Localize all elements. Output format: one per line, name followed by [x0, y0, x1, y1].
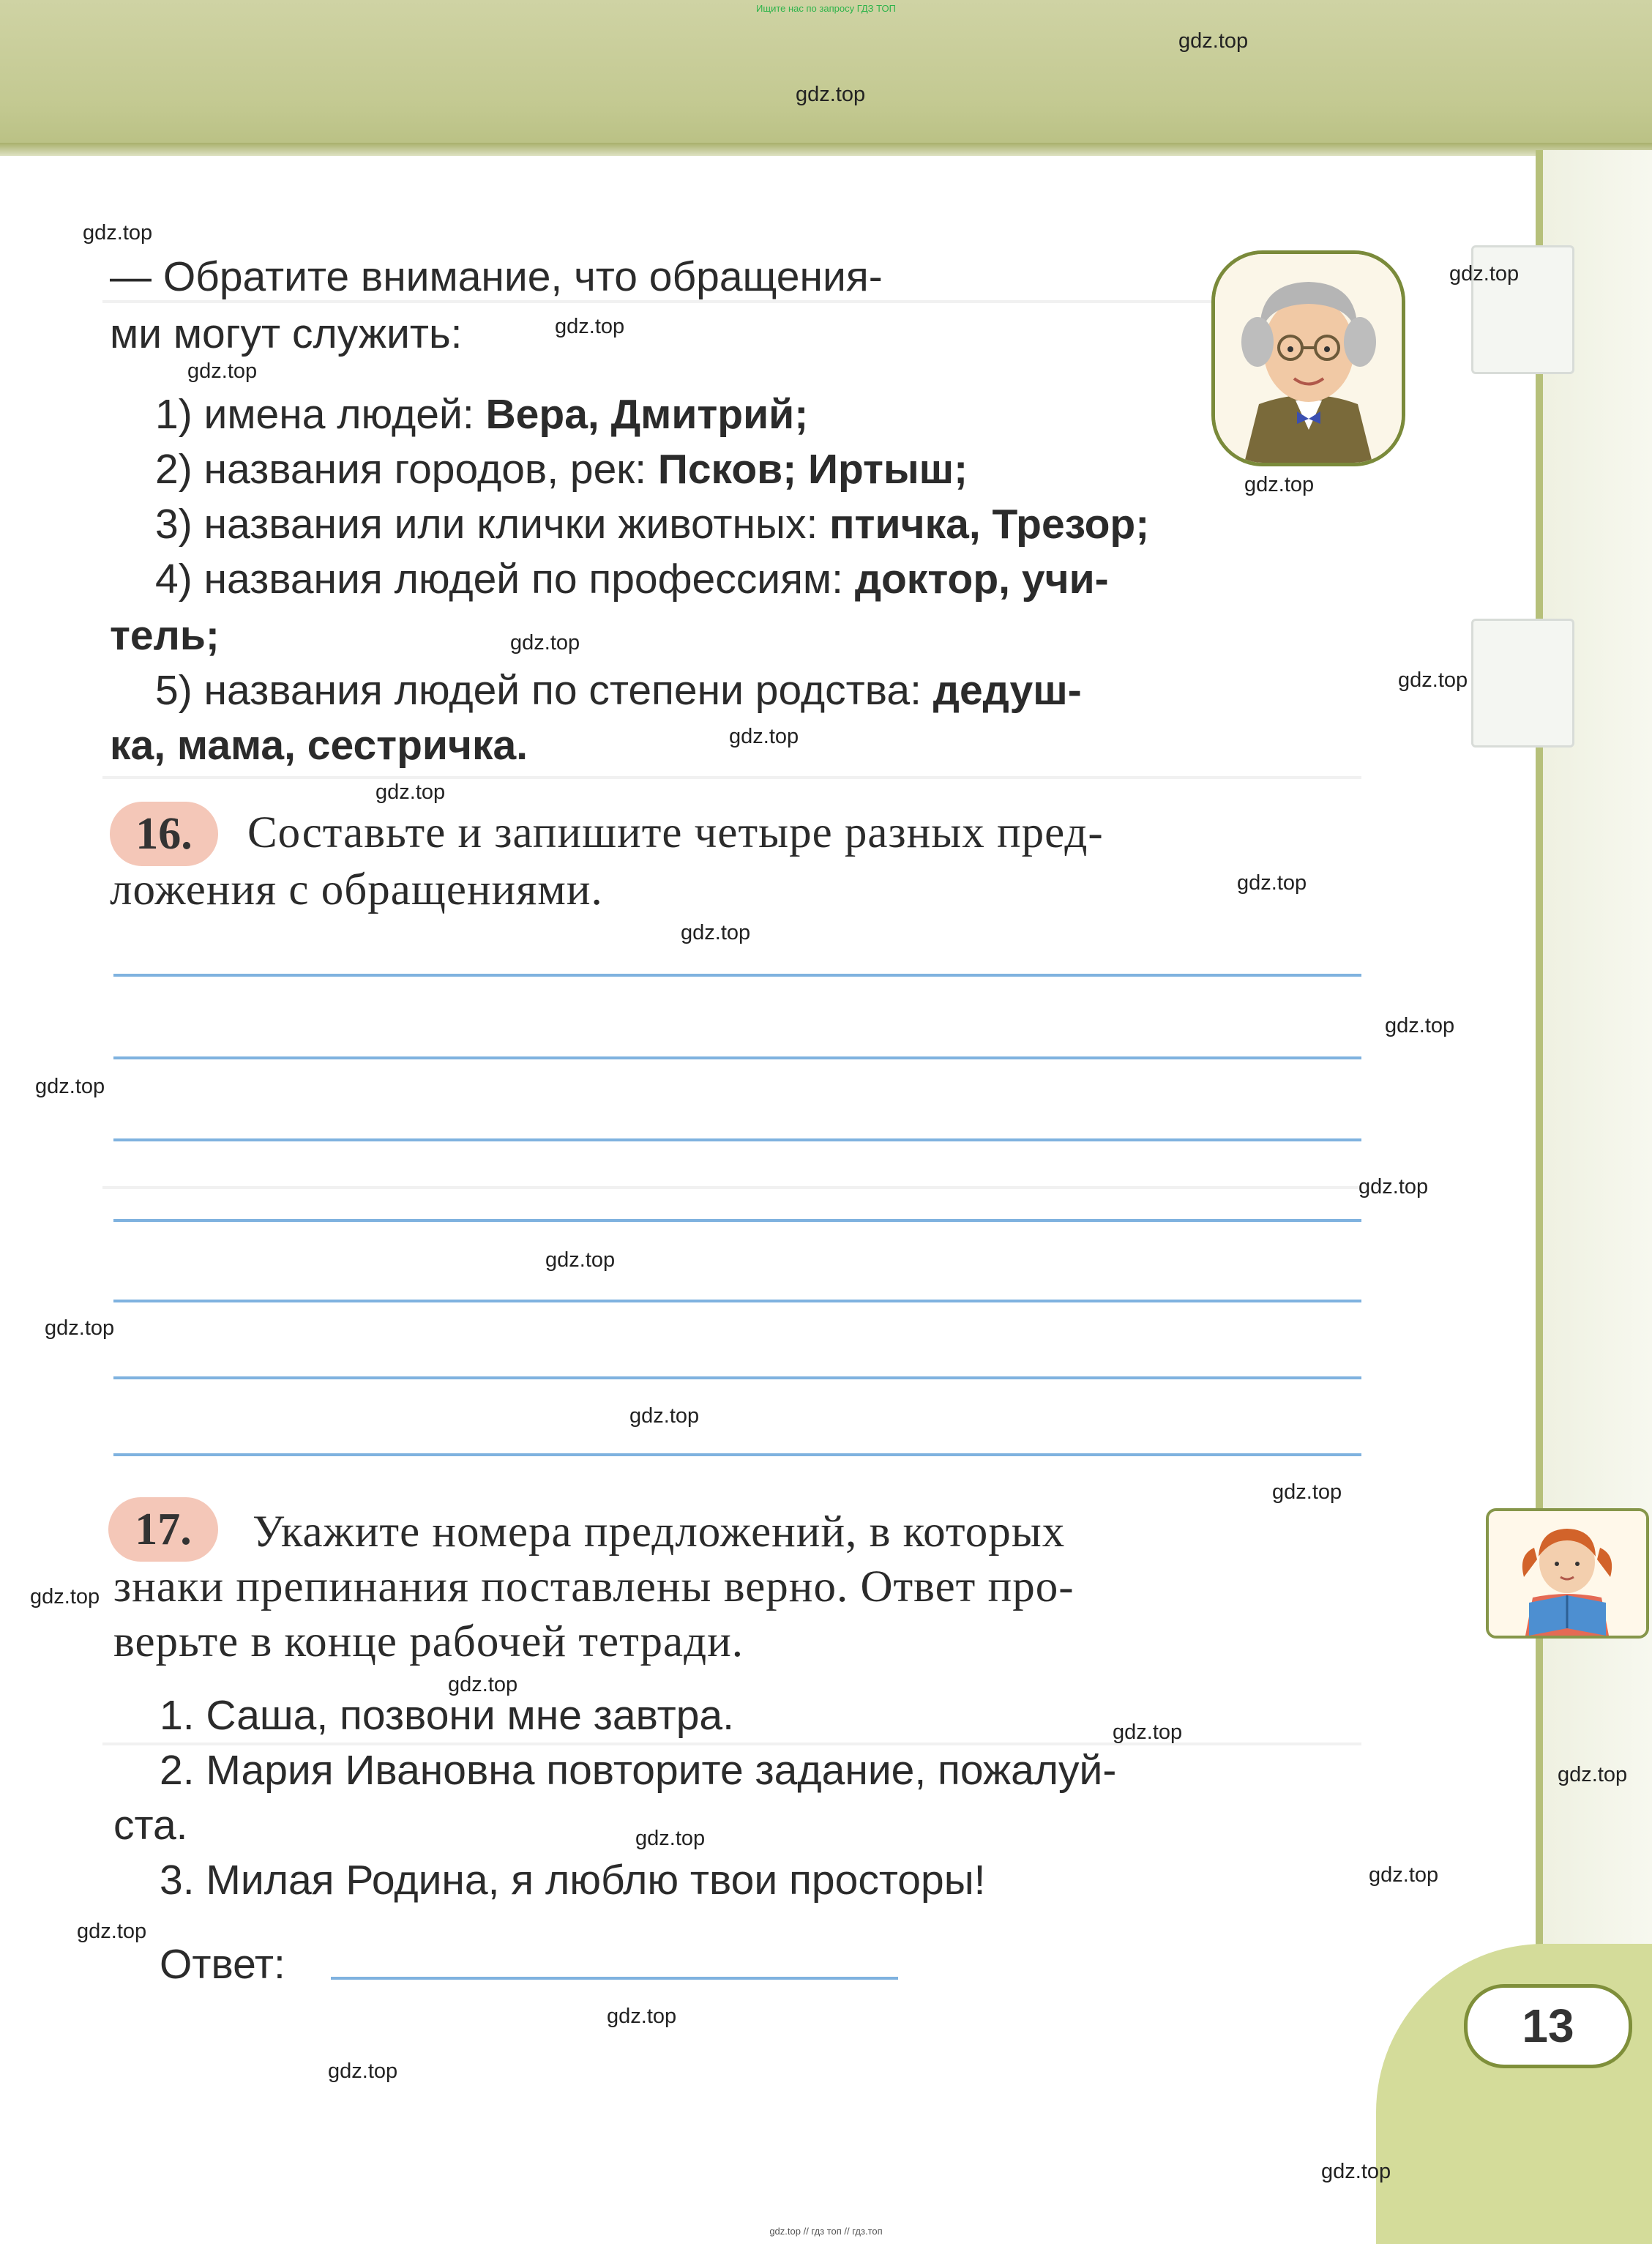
- watermark: gdz.top: [1178, 29, 1249, 53]
- sentence: [160, 1852, 986, 1908]
- watermark: gdz.top: [796, 83, 866, 106]
- answer-field[interactable]: [331, 1977, 898, 1980]
- item-example: Псков; Иртыш;: [657, 446, 968, 493]
- item-text: имена людей:: [203, 391, 474, 438]
- watermark: gdz.top: [607, 2005, 677, 2028]
- margin-line: [1536, 150, 1543, 2017]
- watermark: gdz.top: [1358, 1175, 1429, 1199]
- sentence: [160, 1688, 734, 1743]
- pupil-reading-icon: [1486, 1508, 1649, 1639]
- watermark: gdz.top: [1321, 2160, 1391, 2183]
- watermark: gdz.top: [1449, 262, 1520, 286]
- sentence-text: Милая Родина, я люблю твои просторы!: [206, 1857, 986, 1904]
- show-through: [102, 776, 1361, 779]
- teacher-portrait-icon: [1215, 254, 1402, 463]
- item-number: 2): [155, 446, 193, 493]
- note-item: [155, 663, 1082, 718]
- watermark: gdz.top: [187, 359, 258, 383]
- writing-line[interactable]: [113, 1453, 1361, 1456]
- item-example: птичка, Трезор;: [829, 501, 1150, 548]
- watermark: gdz.top: [1237, 871, 1307, 895]
- watermark: gdz.top: [448, 1673, 518, 1696]
- task-number: 17.: [108, 1497, 218, 1562]
- item-text: названия городов, рек:: [203, 446, 647, 493]
- watermark: gdz.top: [681, 921, 751, 944]
- sentence: [160, 1742, 1116, 1798]
- watermark: gdz.top: [1244, 473, 1315, 496]
- item-example: доктор, учи-: [854, 556, 1109, 603]
- watermark: gdz.top: [629, 1404, 700, 1428]
- task-number: 16.: [110, 802, 218, 866]
- note-item: [155, 551, 1109, 607]
- header-band-edge: [0, 143, 1652, 156]
- task-text: Укажите номера предложений, в которых: [253, 1507, 1066, 1557]
- watermark: gdz.top: [635, 1827, 706, 1850]
- watermark: gdz.top: [1558, 1763, 1628, 1786]
- item-text: названия или клички животных:: [203, 501, 818, 548]
- item-number: 1): [155, 391, 193, 438]
- watermark: gdz.top: [77, 1920, 147, 1943]
- footer-text: gdz.top // гдз топ // гдз.топ: [769, 2226, 883, 2237]
- watermark: gdz.top: [729, 725, 799, 748]
- task-text: ложения с обращениями.: [110, 865, 603, 914]
- item-example-cont: ка, мама, сестричка.: [110, 722, 528, 769]
- note-item: [155, 496, 1149, 552]
- item-example: дедуш-: [932, 667, 1082, 714]
- watermark: gdz.top: [30, 1585, 100, 1609]
- writing-line[interactable]: [113, 1300, 1361, 1302]
- sentence-number: 3.: [160, 1857, 195, 1904]
- note-item: [155, 387, 808, 442]
- watermark: gdz.top: [1113, 1721, 1183, 1744]
- watermark: gdz.top: [35, 1075, 105, 1098]
- task-text: знаки препинания поставлены верно. Ответ про-: [113, 1562, 1074, 1611]
- writing-line[interactable]: [113, 974, 1361, 977]
- sentence-text: Мария Ивановна повторите задание, пожалуй-: [206, 1747, 1117, 1794]
- item-number: 4): [155, 556, 193, 603]
- watermark: gdz.top: [1398, 668, 1468, 692]
- watermark: gdz.top: [555, 315, 625, 338]
- watermark: gdz.top: [45, 1316, 115, 1340]
- watermark: gdz.top: [328, 2060, 398, 2083]
- sentence-number: 2.: [160, 1747, 195, 1794]
- watermark: gdz.top: [375, 780, 446, 804]
- sentence-cont: ста.: [113, 1802, 188, 1849]
- side-page-icon: [1471, 619, 1574, 748]
- writing-line[interactable]: [113, 1056, 1361, 1059]
- sentence-number: 1.: [160, 1692, 195, 1739]
- watermark: gdz.top: [545, 1248, 616, 1272]
- watermark: gdz.top: [510, 631, 580, 655]
- watermark: gdz.top: [83, 221, 153, 245]
- writing-line[interactable]: [113, 1376, 1361, 1379]
- teacher-avatar: [1211, 250, 1405, 466]
- header-band: [0, 0, 1652, 150]
- sentence-text: Саша, позвони мне завтра.: [206, 1692, 734, 1739]
- reading-girl-icon: [1489, 1511, 1646, 1636]
- answer-label: Ответ:: [160, 1941, 285, 1988]
- item-text: названия людей по профессиям:: [203, 556, 843, 603]
- show-through: [102, 1186, 1361, 1189]
- note-intro: ми могут служить:: [110, 310, 463, 357]
- note-intro: — Обратите внимание, что обращения-: [110, 253, 883, 300]
- right-margin-strip: [1536, 150, 1652, 2244]
- item-example-cont: тель;: [110, 612, 220, 659]
- page-number: 13: [1464, 1984, 1632, 2068]
- note-item: [155, 441, 968, 497]
- item-text: названия людей по степени родства:: [203, 667, 922, 714]
- task-text: Составьте и запишите четыре разных пред-: [247, 808, 1104, 857]
- writing-line[interactable]: [113, 1219, 1361, 1222]
- watermark: gdz.top: [1385, 1014, 1455, 1037]
- item-number: 5): [155, 667, 193, 714]
- writing-line[interactable]: [113, 1138, 1361, 1141]
- watermark: gdz.top: [1369, 1863, 1439, 1887]
- top-link[interactable]: Ищите нас по запросу ГДЗ ТОП: [756, 3, 896, 14]
- item-example: Вера, Дмитрий;: [485, 391, 809, 438]
- watermark: gdz.top: [1272, 1480, 1342, 1504]
- item-number: 3): [155, 501, 193, 548]
- task-text: верьте в конце рабочей тетради.: [113, 1617, 744, 1666]
